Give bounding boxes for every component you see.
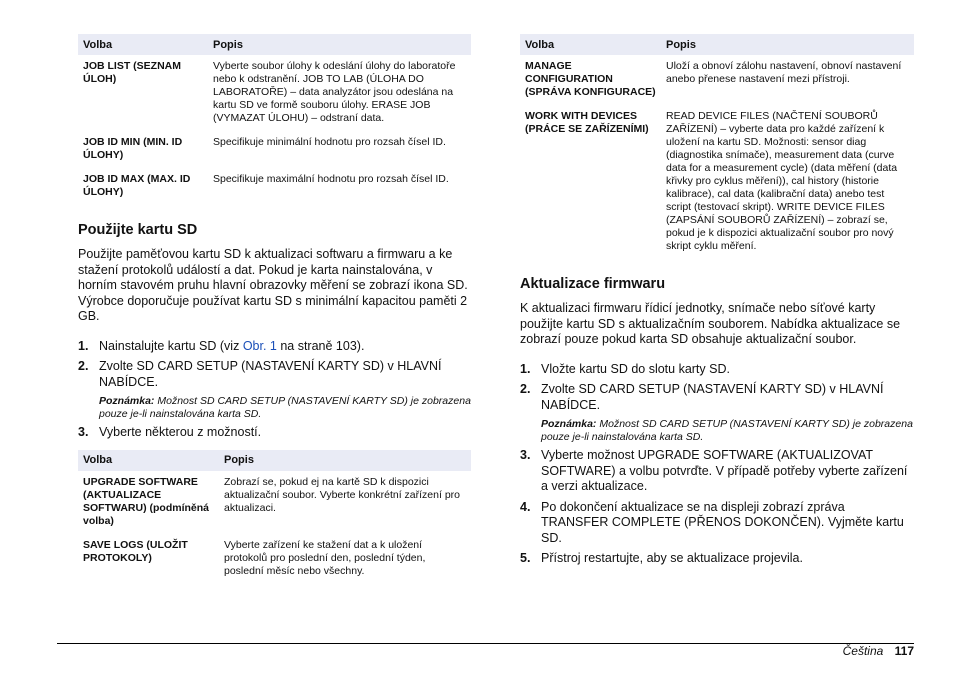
step-text: Vyberte možnost UPGRADE SOFTWARE (AKTUALIZOVAT SOFTWARE) a volbu potvrďte. V případě potřeby vyberte zařízení a verzi aktualizace. [541, 448, 908, 493]
step-text: Vyberte některou z možností. [99, 425, 262, 439]
table-row [78, 534, 471, 584]
option-cell: JOB ID MAX (MAX. ID ÚLOHY) [83, 173, 191, 198]
column-header: Volba [78, 34, 208, 55]
option-cell: WORK WITH DEVICES (PRÁCE SE ZAŘÍZENÍMI) [525, 110, 649, 135]
step-text: Zvolte SD CARD SETUP (NASTAVENÍ KARTY SD) v HLAVNÍ NABÍDCE. [99, 359, 442, 389]
note-text: Možnost SD CARD SETUP (NASTAVENÍ KARTY SD) je zobrazena pouze je-li nainstalována karta SD. [541, 418, 913, 443]
description-cell: Specifikuje minimální hodnotu pro rozsah čísel ID. [213, 136, 446, 148]
step-number: 2. [520, 382, 531, 396]
table-row [78, 471, 471, 534]
right-column [520, 34, 914, 567]
description-cell: READ DEVICE FILES (NAČTENÍ SOUBORŮ ZAŘÍZENÍ) – vyberte data pro každé zařízení k uložení na kartu SD. Možnosti: sensor diag (diagnostika snímače), measurement data (curve data for a measurement cycle) (data měření (data křivky pro cyklus měření)), cal history (historie kalibrace), cal data (kalibrační data) anebo test script (testovací skript). WRITE DEVICE FILES (ZAPSÁNÍ SOUBORŮ ZAŘÍZENÍ) – zobrazí se, pokud je k dispozici aktualizační soubor pro nový skript cyklu měření. [666, 110, 898, 252]
sd-steps-list-continued [78, 425, 471, 441]
note [78, 395, 471, 421]
table-row [520, 105, 914, 259]
list-item [520, 362, 914, 378]
config-options-table [520, 34, 914, 259]
footer-divider [57, 643, 914, 644]
table-header-row [520, 34, 914, 55]
section-heading-firmware: Aktualizace firmwaru [520, 276, 666, 292]
step-number: 3. [78, 425, 89, 439]
section-paragraph: K aktualizaci firmwaru řídicí jednotky, snímače nebo síťové karty použijte kartu SD s aktualizačním souborem. Nabídka aktualizace se zobrazí pouze pokud karta SD obsahuje aktualizační soubor. [520, 301, 901, 346]
firmware-steps-list-continued [520, 448, 914, 567]
table-header-row [78, 34, 471, 55]
note-label: Poznámka: [541, 418, 597, 430]
firmware-steps-list [520, 362, 914, 414]
table-row [78, 131, 471, 168]
list-item [78, 339, 471, 355]
page-footer [843, 644, 914, 658]
table-row [78, 168, 471, 205]
table-row [78, 55, 471, 131]
table-header-row [78, 450, 471, 471]
option-cell: JOB LIST (SEZNAM ÚLOH) [83, 60, 182, 85]
step-text: Po dokončení aktualizace se na displeji zobrazí zpráva TRANSFER COMPLETE (PŘENOS DOKONČEN). Vyjměte kartu SD. [541, 499, 904, 545]
step-text: Přístroj restartujte, aby se aktualizace projevila. [541, 551, 803, 565]
step-text: Nainstalujte kartu SD (viz [99, 338, 243, 353]
note-label: Poznámka: [99, 395, 155, 407]
column-header: Popis [661, 34, 914, 55]
list-item [520, 382, 914, 413]
step-number: 5. [520, 551, 531, 565]
step-text: Zvolte SD CARD SETUP (NASTAVENÍ KARTY SD) v HLAVNÍ NABÍDCE. [541, 382, 884, 412]
step-number: 1. [78, 338, 89, 353]
list-item [78, 425, 471, 441]
step-number: 1. [520, 361, 531, 376]
step-number: 2. [78, 359, 89, 373]
option-cell: JOB ID MIN (MIN. ID ÚLOHY) [83, 136, 183, 161]
table-row [520, 55, 914, 105]
job-options-table [78, 34, 471, 205]
page-number: 117 [894, 644, 914, 658]
description-cell: Uloží a obnoví zálohu nastavení, obnoví nastavení anebo přenese nastavení mezi přístroji. [666, 60, 902, 85]
list-item [520, 500, 914, 547]
step-text: Vložte kartu SD do slotu karty SD. [541, 361, 730, 376]
description-cell: Vyberte zařízení ke stažení dat a k uložení protokolů pro poslední den, poslední týden, poslední měsíc nebo všechny. [224, 538, 426, 577]
column-header: Volba [520, 34, 661, 55]
figure-link[interactable]: Obr. 1 [242, 338, 277, 353]
sd-steps-list [78, 339, 471, 391]
column-header: Volba [78, 450, 219, 471]
section-heading-sd-card: Použijte kartu SD [78, 222, 198, 238]
list-item [78, 359, 471, 390]
column-header: Popis [219, 450, 471, 471]
step-number: 4. [520, 499, 531, 514]
list-item [520, 551, 914, 567]
description-cell: Vyberte soubor úlohy k odeslání úlohy do laboratoře nebo k odstranění. JOB TO LAB (ÚLOHA DO LABORATOŘE) – data analyzátor jsou odeslána na kartu SD ve formě souboru úlohy. ERASE JOB (VYMAZAT ÚLOHU) – odstraní data. [213, 60, 456, 124]
list-item [520, 448, 914, 495]
description-cell: Zobrazí se, pokud ej na kartě SD k dispozici aktualizační soubor. Vyberte konkrétní zařízení pro aktualizaci. [224, 475, 460, 514]
option-cell: SAVE LOGS (ULOŽIT PROTOKOLY) [83, 538, 188, 564]
sd-options-table [78, 450, 471, 584]
footer-language: Čeština [842, 644, 884, 658]
step-number: 3. [520, 448, 531, 462]
option-cell: UPGRADE SOFTWARE (AKTUALIZACE SOFTWARU) (podmíněná volba) [83, 475, 209, 527]
description-cell: Specifikuje maximální hodnotu pro rozsah čísel ID. [213, 173, 449, 185]
option-cell: MANAGE CONFIGURATION (SPRÁVA KONFIGURACE) [525, 60, 656, 98]
step-text: na straně 103). [276, 338, 365, 353]
left-column [78, 34, 471, 584]
note-text: Možnost SD CARD SETUP (NASTAVENÍ KARTY SD) je zobrazena pouze je-li nainstalována karta SD. [99, 395, 471, 420]
section-paragraph: Použijte paměťovou kartu SD k aktualizaci softwaru a firmwaru a ke stažení protokolů událostí a dat. Pokud je karta nainstalována, v horním stavovém pruhu hlavní obrazovky měření se zobrazí ikona SD. Výrobce doporučuje používat kartu SD s minimální kapacitou paměti 2 GB. [78, 247, 468, 323]
column-header: Popis [208, 34, 471, 55]
note [520, 418, 914, 444]
